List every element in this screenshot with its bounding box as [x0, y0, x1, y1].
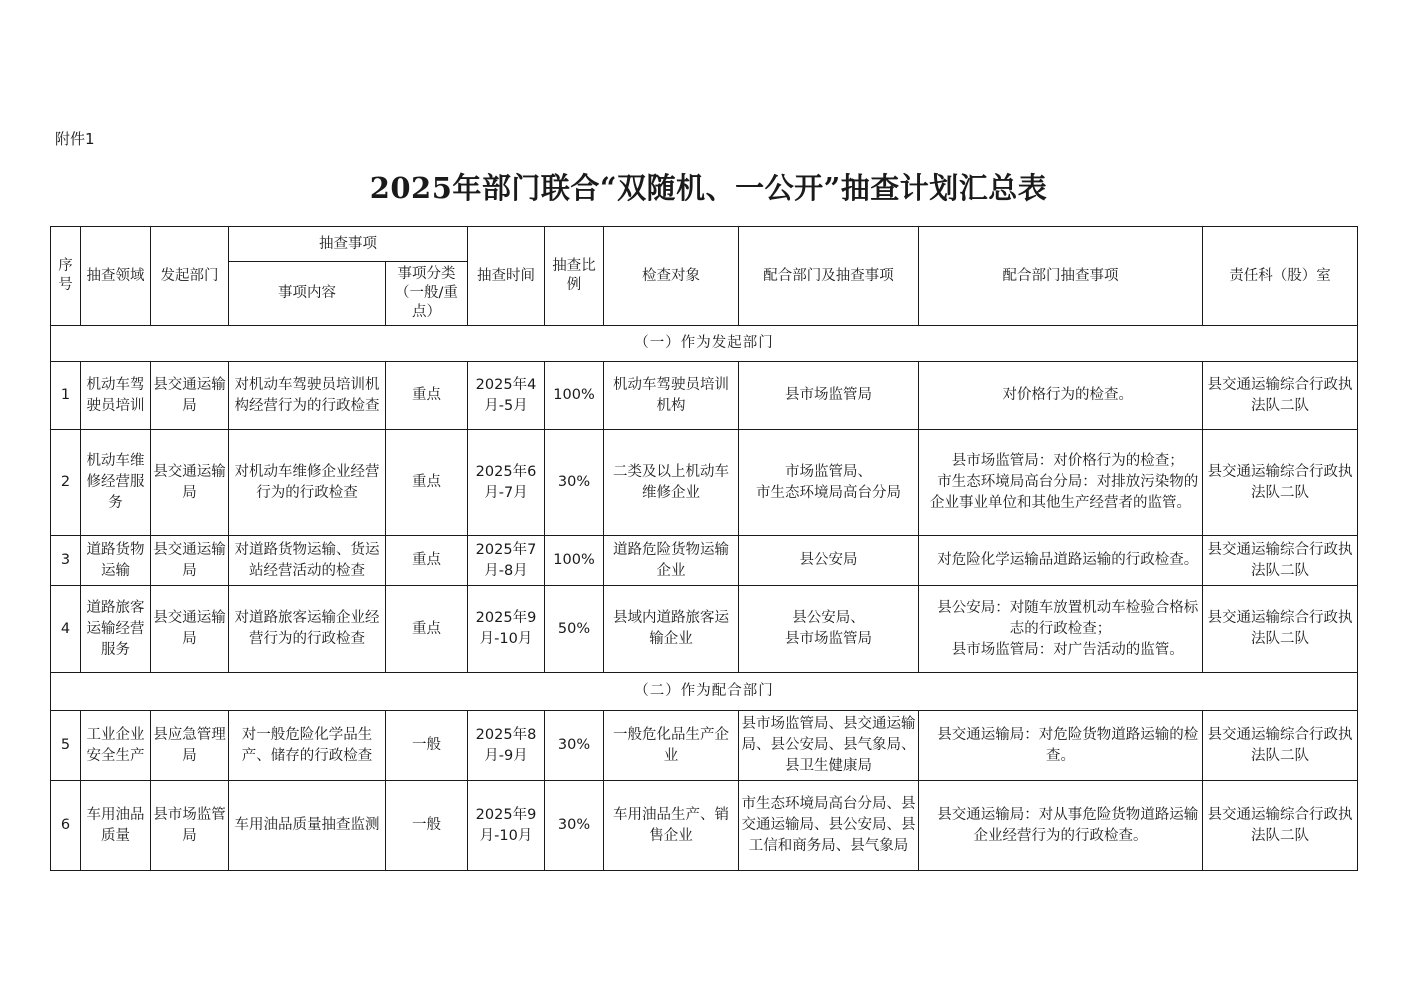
- cell-content: 对一般危险化学品生产、储存的行政检查: [229, 711, 386, 781]
- cell-responsible: 县交通运输综合行政执法队二队: [1203, 586, 1358, 673]
- cell-line: 县公安局: [799, 552, 858, 568]
- cell-line: 市场监管局、: [785, 463, 872, 480]
- cell-line: 县市场监管局：对价格行为的检查；: [937, 453, 1184, 469]
- cell-coop-dept: [739, 536, 919, 586]
- cell-line: 对危险化学运输品道路运输的行政检查。: [922, 552, 1199, 568]
- cell-ratio: 100%: [545, 536, 604, 586]
- cell-dept: 县交通运输局: [151, 586, 229, 673]
- cell-category: 一般: [386, 781, 468, 871]
- cell-coop-matters: [919, 430, 1203, 536]
- cell-ratio: 30%: [545, 430, 604, 536]
- cell-coop-matters: [919, 536, 1203, 586]
- header-content: 事项内容: [229, 262, 386, 326]
- cell-content: 对道路旅客运输企业经营行为的行政检查: [229, 586, 386, 673]
- cell-time: 2025年6月-7月: [468, 430, 545, 536]
- cell-line: 市生态环境局高台分局：对排放污染物的企业事业单位和其他生产经营者的监管。: [922, 474, 1199, 511]
- cell-ratio: 100%: [545, 362, 604, 430]
- cell-coop-matters: [919, 781, 1203, 871]
- cell-ratio: 50%: [545, 586, 604, 673]
- cell-field: 工业企业安全生产: [81, 711, 151, 781]
- cell-field: 道路旅客运输经营服务: [81, 586, 151, 673]
- cell-coop-dept: [739, 781, 919, 871]
- cell-target: 县域内道路旅客运输企业: [604, 586, 739, 673]
- header-matter-group: 抽查事项: [229, 227, 468, 262]
- cell-content: 对机动车维修企业经营行为的行政检查: [229, 430, 386, 536]
- header-time: 抽查时间: [468, 227, 545, 326]
- inspection-plan-table: [50, 226, 1358, 871]
- page-title: 2025年部门联合“双随机、一公开”抽查计划汇总表: [369, 171, 1048, 205]
- cell-coop-dept: [739, 362, 919, 430]
- cell-time: 2025年4月-5月: [468, 362, 545, 430]
- header-seq: 序号: [51, 227, 81, 326]
- cell-time: 2025年7月-8月: [468, 536, 545, 586]
- cell-category: 重点: [386, 536, 468, 586]
- header-coop-matters: 配合部门抽查事项: [919, 227, 1203, 326]
- cell-seq: 3: [51, 536, 81, 586]
- section-header: （一）作为发起部门: [51, 326, 1358, 362]
- cell-responsible: 县交通运输综合行政执法队二队: [1203, 362, 1358, 430]
- table-row: [51, 430, 1358, 536]
- cell-responsible: 县交通运输综合行政执法队二队: [1203, 430, 1358, 536]
- header-coop-dept: 配合部门及抽查事项: [739, 227, 919, 326]
- header-field: 抽查领域: [81, 227, 151, 326]
- cell-seq: 5: [51, 711, 81, 781]
- cell-content: 车用油品质量抽查监测: [229, 781, 386, 871]
- cell-coop-dept: [739, 430, 919, 536]
- cell-coop-dept: [739, 586, 919, 673]
- cell-time: 2025年9月-10月: [468, 586, 545, 673]
- cell-responsible: 县交通运输综合行政执法队二队: [1203, 781, 1358, 871]
- cell-dept: 县交通运输局: [151, 430, 229, 536]
- cell-dept: 县交通运输局: [151, 536, 229, 586]
- table-row: [51, 781, 1358, 871]
- table-row: [51, 711, 1358, 781]
- cell-seq: 6: [51, 781, 81, 871]
- cell-field: 机动车驾驶员培训: [81, 362, 151, 430]
- cell-category: 重点: [386, 430, 468, 536]
- cell-field: 车用油品质量: [81, 781, 151, 871]
- cell-time: 2025年8月-9月: [468, 711, 545, 781]
- cell-time: 2025年9月-10月: [468, 781, 545, 871]
- cell-ratio: 30%: [545, 711, 604, 781]
- cell-seq: 4: [51, 586, 81, 673]
- cell-coop-matters: [919, 586, 1203, 673]
- header-dept: 发起部门: [151, 227, 229, 326]
- cell-responsible: 县交通运输综合行政执法队二队: [1203, 711, 1358, 781]
- table-row: [51, 536, 1358, 586]
- cell-ratio: 30%: [545, 781, 604, 871]
- cell-dept: 县交通运输局: [151, 362, 229, 430]
- cell-line: 县交通运输局：对危险货物道路运输的检查。: [922, 726, 1199, 764]
- cell-line: 县市场监管局: [785, 631, 872, 647]
- cell-line: 县公安局、: [792, 610, 865, 626]
- table-row: [51, 362, 1358, 430]
- cell-line: 市生态环境局高台分局、县交通运输局、县公安局、县工信和商务局、县气象局: [741, 796, 916, 854]
- cell-category: 重点: [386, 362, 468, 430]
- cell-target: 一般危化品生产企业: [604, 711, 739, 781]
- cell-target: 机动车驾驶员培训机构: [604, 362, 739, 430]
- table-row: [51, 586, 1358, 673]
- cell-content: 对机动车驾驶员培训机构经营行为的行政检查: [229, 362, 386, 430]
- cell-target: 车用油品生产、销售企业: [604, 781, 739, 871]
- header-responsible: 责任科（股）室: [1203, 227, 1358, 326]
- cell-category: 一般: [386, 711, 468, 781]
- cell-line: 市生态环境局高台分局: [756, 484, 901, 501]
- cell-seq: 1: [51, 362, 81, 430]
- cell-target: 道路危险货物运输企业: [604, 536, 739, 586]
- cell-coop-matters: [919, 362, 1203, 430]
- cell-field: 道路货物运输: [81, 536, 151, 586]
- cell-dept: 县应急管理局: [151, 711, 229, 781]
- cell-coop-dept: [739, 711, 919, 781]
- cell-category: 重点: [386, 586, 468, 673]
- cell-coop-matters: [919, 711, 1203, 781]
- cell-content: 对道路货物运输、货运站经营活动的检查: [229, 536, 386, 586]
- header-category: 事项分类（一般/重点）: [386, 262, 468, 326]
- cell-line: 县公安局：对随车放置机动车检验合格标志的行政检查；: [922, 599, 1199, 637]
- cell-line: 县市场监管局: [785, 387, 872, 403]
- cell-line: 县市场监管局、县交通运输局、县公安局、县气象局、县卫生健康局: [741, 716, 916, 774]
- section-header: （二）作为配合部门: [51, 673, 1358, 711]
- cell-line: 对价格行为的检查。: [988, 387, 1133, 403]
- attachment-label: 附件1: [55, 130, 95, 148]
- cell-seq: 2: [51, 430, 81, 536]
- cell-responsible: 县交通运输综合行政执法队二队: [1203, 536, 1358, 586]
- cell-field: 机动车维修经营服务: [81, 430, 151, 536]
- header-ratio: 抽查比例: [545, 227, 604, 326]
- cell-line: 县交通运输局：对从事危险货物道路运输企业经营行为的行政检查。: [922, 806, 1199, 844]
- header-target: 检查对象: [604, 227, 739, 326]
- cell-target: 二类及以上机动车维修企业: [604, 430, 739, 536]
- cell-line: 县市场监管局：对广告活动的监管。: [937, 641, 1184, 658]
- cell-dept: 县市场监管局: [151, 781, 229, 871]
